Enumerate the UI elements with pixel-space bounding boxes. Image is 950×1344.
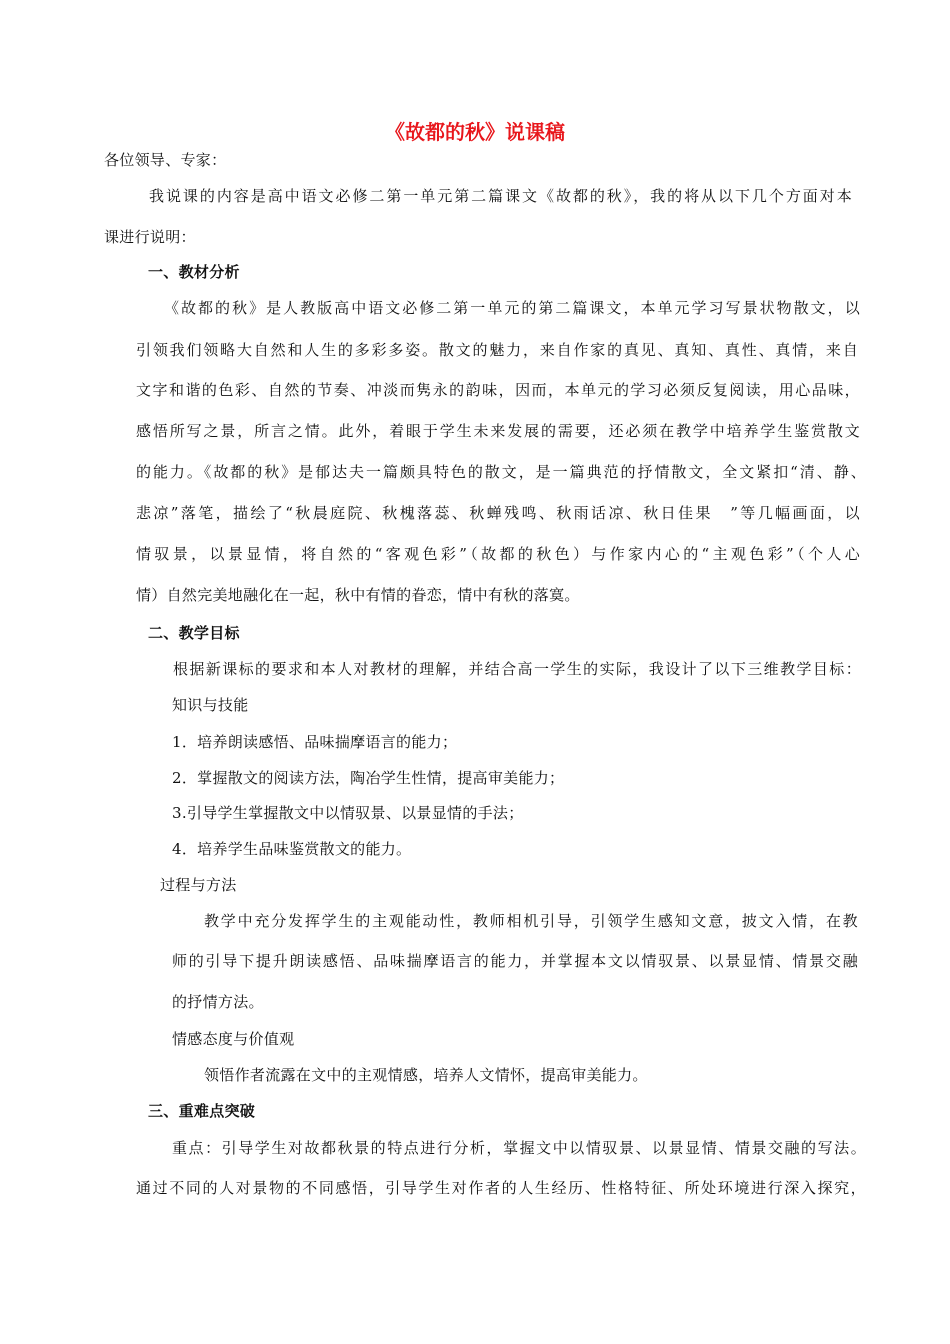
process-line: 教学中充分发挥学生的主观能动性，教师相机引导，引领学生感知文意，披文入情，在教	[204, 912, 858, 930]
key-points-line: 通过不同的人对景物的不同感悟，引导学生对作者的人生经历、性格特征、所处环境进行深入探究，	[136, 1179, 866, 1197]
paragraph-line: 文字和谐的色彩、自然的节奏、冲淡而隽永的韵味，因而，本单元的学习必须反复阅读，用心品味，	[136, 381, 860, 399]
intro-line-2: 课进行说明：	[104, 228, 196, 246]
section-heading-key-points: 三、重难点突破	[148, 1102, 256, 1120]
paragraph-line: 的能力。《故都的秋》是郁达夫一篇颇具特色的散文，是一篇典范的抒情散文，全文紧扣“清、静、	[136, 463, 866, 481]
document-title: 《故都的秋》说课稿	[385, 120, 565, 144]
process-line: 的抒情方法。	[172, 993, 264, 1011]
paragraph-line: 悲凉”落笔，描绘了“秋晨庭院、秋槐落蕊、秋蝉残鸣、秋雨话凉、秋日佳果 ”等几幅画面，以	[136, 504, 860, 522]
paragraph-line: 情驭景，以景显情，将自然的“客观色彩”（故都的秋色）与作家内心的“主观色彩”（个人心	[136, 545, 860, 563]
knowledge-item: 1．培养朗读感悟、品味揣摩语言的能力；	[172, 733, 458, 751]
subheading-process: 过程与方法	[160, 876, 237, 894]
greeting: 各位领导、专家：	[104, 151, 227, 169]
intro-line-1: 我说课的内容是高中语文必修二第一单元第二篇课文《故都的秋》，我的将从以下几个方面对本	[149, 187, 852, 205]
key-points-line: 重点：引导学生对故都秋景的特点进行分析，掌握文中以情驭景、以景显情、情景交融的写法。	[172, 1139, 866, 1157]
paragraph-line: 感悟所写之景，所言之情。此外，着眼于学生未来发展的需要，还必须在教学中培养学生鉴赏散文	[136, 422, 860, 440]
paragraph-line: 引领我们领略大自然和人生的多彩多姿。散文的魅力，来自作家的真见、真知、真性、真情，来自	[136, 341, 858, 359]
knowledge-item: 4．培养学生品味鉴赏散文的能力。	[172, 840, 412, 858]
process-line: 师的引导下提升朗读感悟、品味揣摩语言的能力，并掌握本文以情驭景、以景显情、情景交融	[172, 952, 858, 970]
section-heading-objectives: 二、教学目标	[148, 624, 240, 642]
knowledge-item: 3.引导学生掌握散文中以情驭景、以景显情的手法；	[172, 804, 524, 822]
emotion-line: 领悟作者流露在文中的主观情感，培养人文情怀，提高审美能力。	[204, 1066, 648, 1084]
subheading-knowledge: 知识与技能	[172, 696, 249, 714]
subheading-emotion: 情感态度与价值观	[172, 1030, 295, 1048]
objectives-intro: 根据新课标的要求和本人对教材的理解，并结合高一学生的实际，我设计了以下三维教学目标：	[173, 660, 861, 678]
paragraph-line: 情）自然完美地融化在一起，秋中有情的眷恋，情中有秋的落寞。	[136, 586, 580, 604]
section-heading-materials: 一、教材分析	[148, 263, 240, 281]
paragraph-line: 《故都的秋》是人教版高中语文必修二第一单元的第二篇课文，本单元学习写景状物散文，以	[164, 299, 860, 317]
knowledge-item: 2．掌握散文的阅读方法，陶冶学生性情，提高审美能力；	[172, 769, 565, 787]
